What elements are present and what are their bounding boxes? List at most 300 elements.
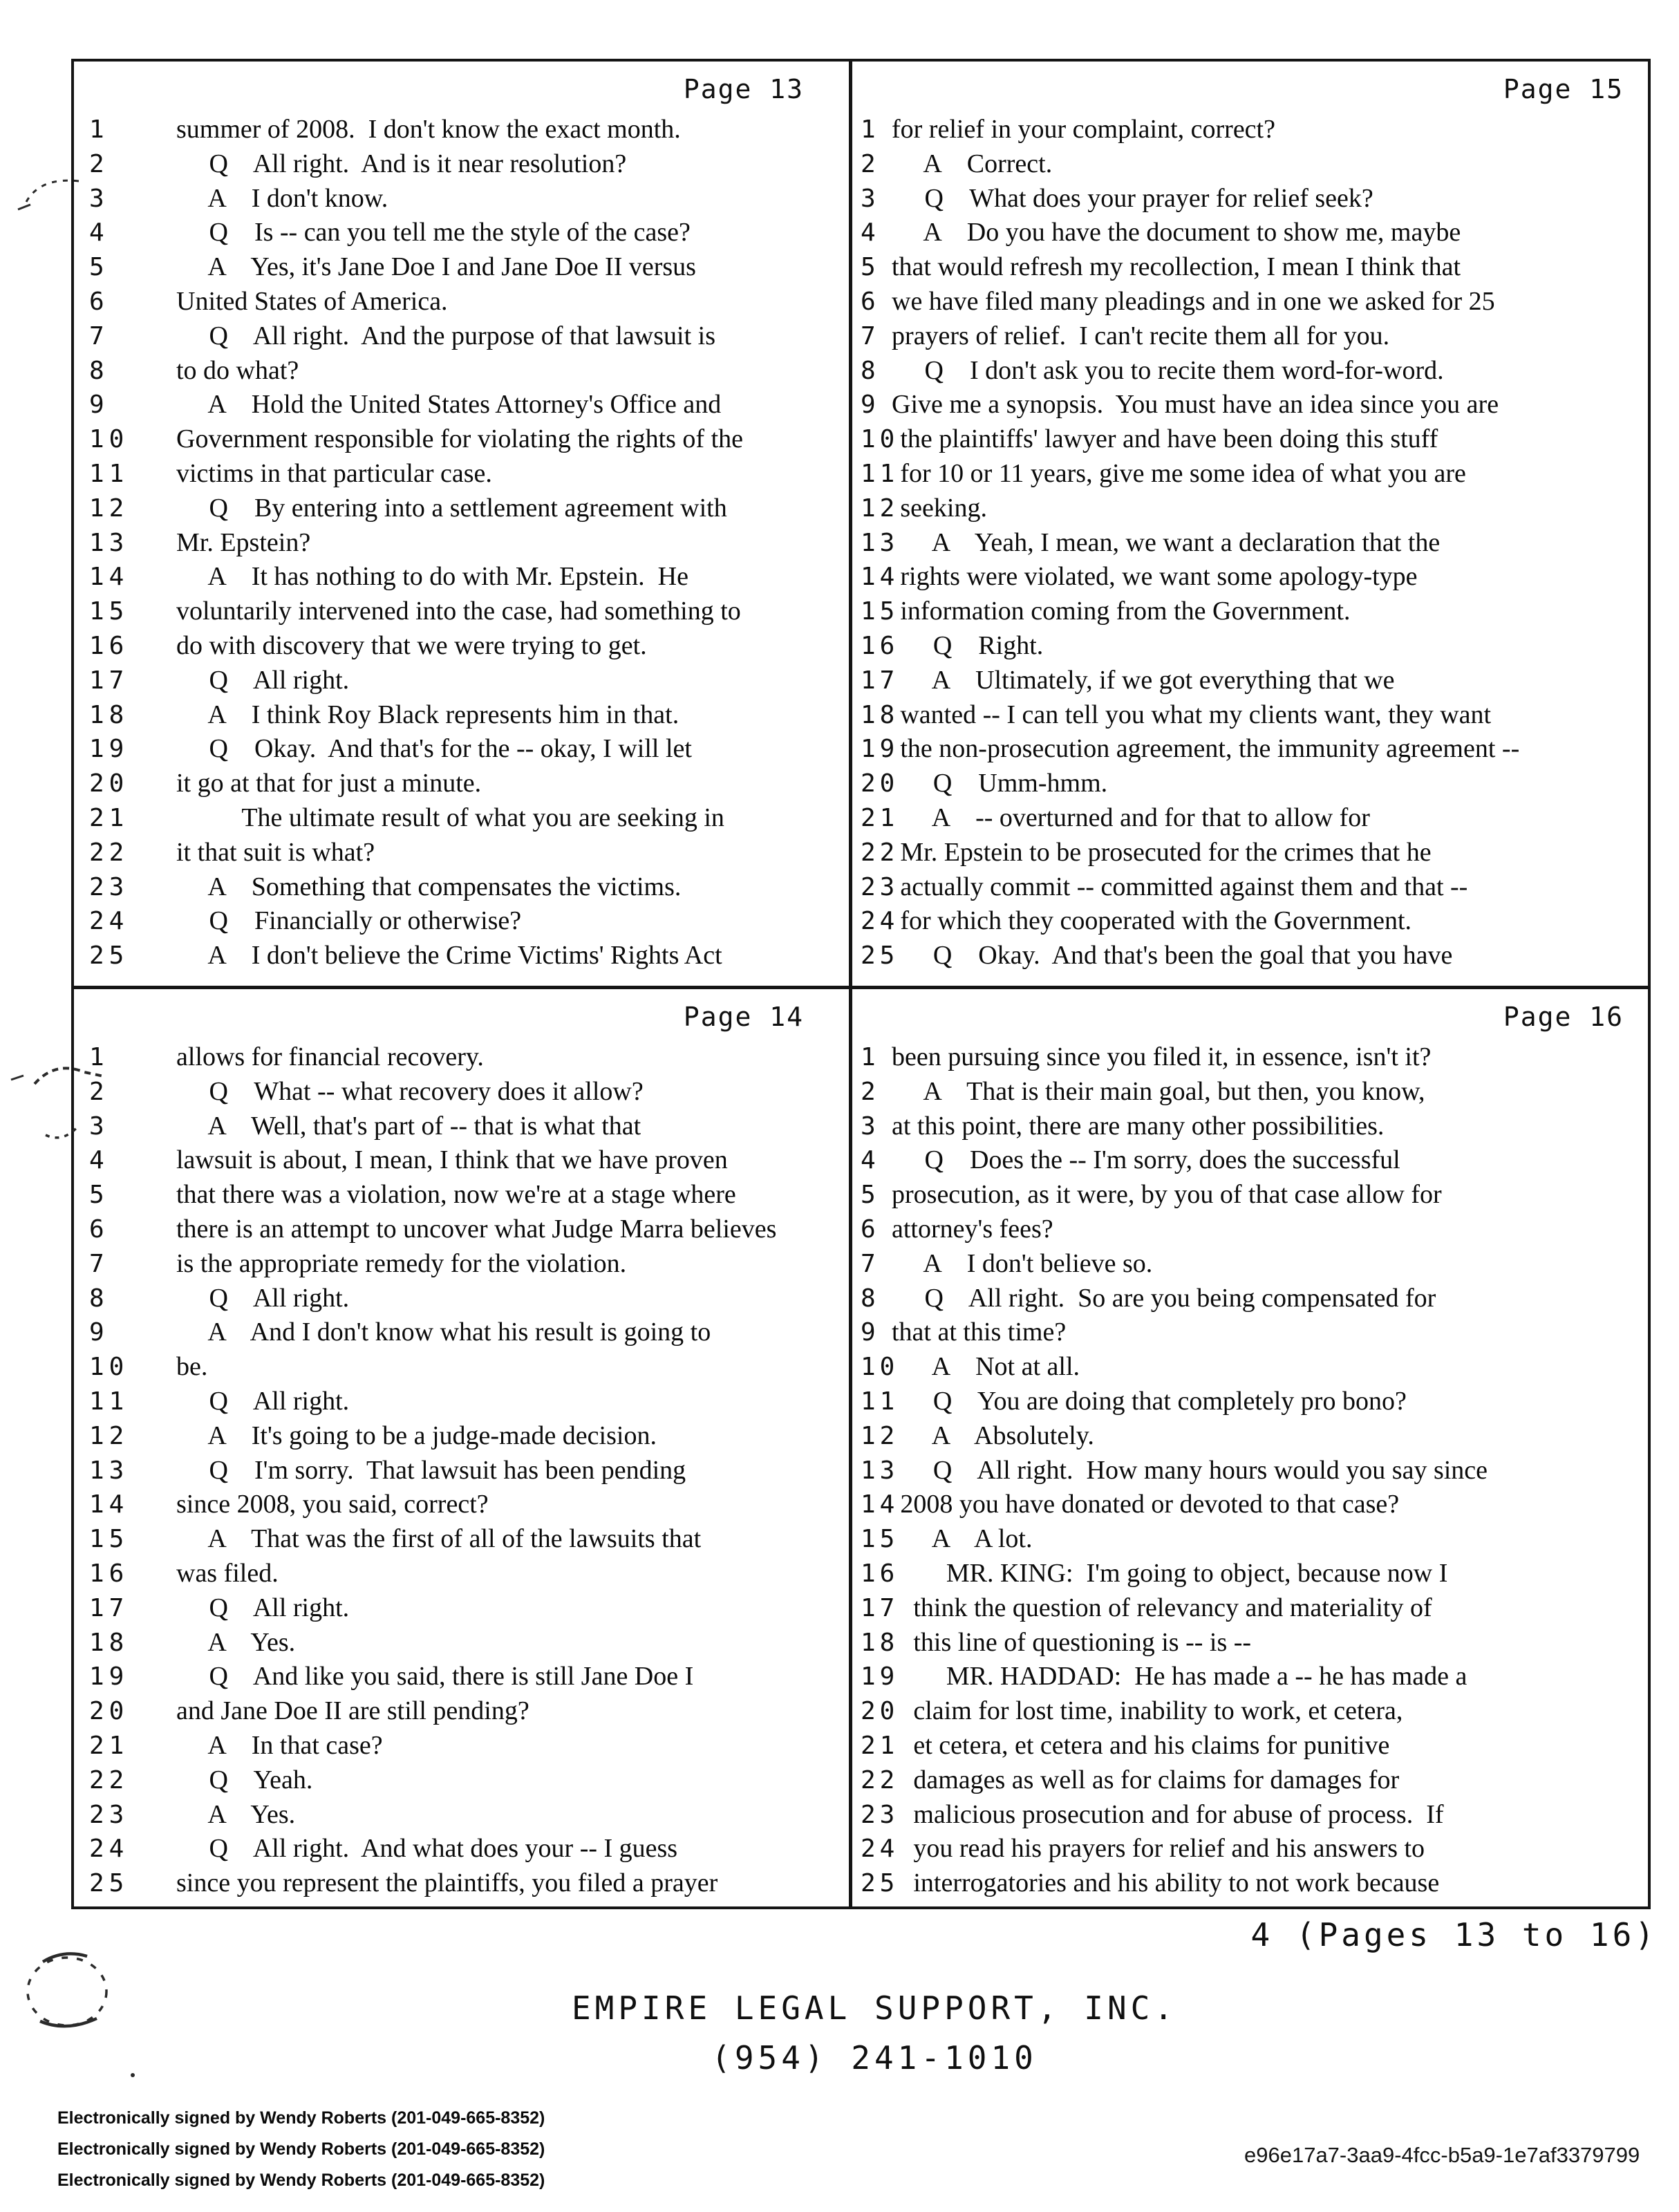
line-text: is the appropriate remedy for the violation.: [176, 1248, 627, 1278]
transcript-line: [74, 1419, 849, 1454]
line-number: 23: [861, 872, 899, 901]
transcript-line: [852, 767, 1648, 801]
page-label: Page 13: [683, 74, 804, 104]
line-number: 25: [861, 941, 899, 971]
transcript-line: [852, 1454, 1648, 1488]
line-number: 24: [861, 1835, 899, 1864]
line-text: and Jane Doe II are still pending?: [176, 1696, 529, 1726]
transcript-line: [74, 767, 849, 801]
transcript-line: [74, 1040, 849, 1075]
transcript-line: [74, 182, 849, 216]
line-number: 15: [89, 597, 129, 626]
line-number: 7: [89, 1249, 109, 1278]
line-text: for 10 or 11 years, give me some idea of what you are: [900, 458, 1466, 488]
transcript-line: [74, 1557, 849, 1591]
line-number: 12: [89, 494, 129, 523]
line-text: United States of America.: [176, 286, 448, 316]
transcript-line: [852, 113, 1648, 147]
transcript-line: [74, 698, 849, 733]
line-number: 22: [861, 1765, 899, 1794]
transcript-line: [74, 354, 849, 388]
line-number: 2: [861, 149, 880, 178]
line-text: A Not at all.: [900, 1352, 1080, 1382]
line-text: you read his prayers for relief and his answers to: [900, 1834, 1425, 1864]
line-number: 1: [861, 115, 880, 144]
transcript-line: [852, 1866, 1648, 1901]
line-text: Q Does the -- I'm sorry, does the successful: [892, 1145, 1400, 1175]
transcript-line: [852, 354, 1648, 388]
line-text: Q Yeah.: [176, 1765, 313, 1794]
line-text: MR. KING: I'm going to object, because now I: [900, 1558, 1448, 1588]
line-text: since 2008, you said, correct?: [176, 1490, 489, 1519]
line-text: lawsuit is about, I mean, I think that we have proven: [176, 1145, 728, 1175]
transcript-line: [74, 732, 849, 767]
line-text: interrogatories and his ability to not work because: [900, 1868, 1440, 1898]
transcript-line: [74, 1385, 849, 1419]
line-text: Mr. Epstein to be prosecuted for the crimes that he: [900, 837, 1432, 867]
line-text: Q What -- what recovery does it allow?: [176, 1076, 644, 1106]
transcript-line: [74, 491, 849, 526]
transcript-line: [852, 870, 1648, 905]
line-text: Q All right. And what does your -- I guess: [176, 1834, 678, 1864]
transcript-line: [852, 1832, 1648, 1866]
line-number: 5: [89, 253, 109, 282]
transcript-line: [852, 1178, 1648, 1212]
line-text: it go at that for just a minute.: [176, 769, 482, 798]
line-number: 3: [89, 1112, 109, 1141]
line-number: 16: [89, 631, 129, 660]
line-text: A Correct.: [892, 149, 1053, 178]
line-text: to do what?: [176, 355, 299, 385]
line-text: Q Right.: [900, 630, 1044, 660]
line-number: 18: [861, 700, 899, 729]
transcript-line: [74, 422, 849, 457]
transcript-line: [852, 1282, 1648, 1316]
line-text: A I don't believe so.: [892, 1248, 1153, 1278]
line-text: The ultimate result of what you are seeking in: [176, 803, 724, 832]
line-number: 9: [89, 1318, 109, 1347]
transcript-line: [852, 560, 1648, 594]
line-number: 9: [861, 391, 880, 420]
line-number: 10: [89, 425, 129, 454]
transcript-line: [852, 1557, 1648, 1591]
scan-artifact-curl-top-left-tick: [18, 205, 30, 209]
line-number: 15: [89, 1525, 129, 1554]
transcript-line: [852, 250, 1648, 285]
reporting-company-phone: (954) 241-1010: [711, 2039, 1038, 2077]
line-number: 11: [89, 459, 129, 488]
transcript-line: [852, 1798, 1648, 1833]
transcript-line: [74, 1075, 849, 1109]
transcript-line: [74, 1626, 849, 1660]
line-number: 20: [89, 1697, 129, 1726]
line-number: 10: [861, 425, 899, 454]
line-number: 4: [861, 1146, 880, 1175]
transcript-line: [74, 250, 849, 285]
transcript-line: [74, 1591, 849, 1626]
line-text: A And I don't know what his result is going to: [176, 1318, 711, 1347]
transcript-line: [74, 870, 849, 905]
transcript-line: [852, 629, 1648, 664]
transcript-lines: [852, 113, 1648, 973]
line-number: 1: [861, 1043, 880, 1071]
line-text: Q I'm sorry. That lawsuit has been pending: [176, 1455, 686, 1485]
document-hash: e96e17a7-3aa9-4fcc-b5a9-1e7af3379799: [1244, 2143, 1640, 2167]
transcript-line: [74, 1763, 849, 1798]
transcript-line: [74, 216, 849, 250]
line-text: MR. HADDAD: He has made a -- he has made a: [900, 1662, 1467, 1691]
transcript-line: [74, 319, 849, 354]
page-label: Page 16: [1503, 1002, 1624, 1032]
line-number: 23: [89, 1800, 129, 1829]
line-text: rights were violated, we want some apology-type: [900, 562, 1418, 592]
transcript-line: [852, 1660, 1648, 1694]
transcript-line: [74, 1729, 849, 1763]
transcript-line: [852, 836, 1648, 870]
line-number: 8: [89, 356, 109, 385]
line-text: victims in that particular case.: [176, 458, 492, 488]
electronic-signature-line: Electronically signed by Wendy Roberts (201-049-665-8352): [57, 2171, 545, 2190]
line-text: do with discovery that we were trying to get.: [176, 630, 647, 660]
transcript-line: [852, 1040, 1648, 1075]
line-text: Q What does your prayer for relief seek?: [892, 183, 1373, 213]
line-text: Q Okay. And that's for the -- okay, I will let: [176, 734, 692, 764]
transcript-line: [74, 1247, 849, 1282]
line-number: 2: [89, 1077, 109, 1106]
transcript-line: [74, 1315, 849, 1350]
transcript-line: [852, 1212, 1648, 1247]
scan-artifact-squiggle-left-tick: [11, 1076, 24, 1080]
transcript-line: [74, 526, 849, 561]
transcript-page-14: [74, 989, 852, 1906]
transcript-line: [852, 319, 1648, 354]
line-text: prosecution, as it were, by you of that case allow for: [892, 1180, 1442, 1210]
line-number: 18: [861, 1628, 899, 1657]
line-number: 11: [861, 459, 899, 488]
line-number: 4: [89, 1146, 109, 1175]
line-text: 2008 you have donated or devoted to that case?: [900, 1490, 1400, 1519]
line-text: A Well, that's part of -- that is what that: [176, 1111, 641, 1141]
transcript-line: [852, 147, 1648, 182]
line-number: 5: [861, 253, 880, 282]
transcript-line: [852, 1247, 1648, 1282]
transcript-line: [74, 1866, 849, 1901]
line-number: 18: [89, 700, 129, 729]
line-number: 8: [861, 1284, 880, 1313]
line-text: Government responsible for violating the rights of the: [176, 424, 743, 454]
line-number: 12: [861, 1421, 899, 1450]
transcript-line: [74, 1522, 849, 1557]
line-text: wanted -- I can tell you what my clients want, they want: [900, 700, 1492, 729]
electronic-signature-line: Electronically signed by Wendy Roberts (201-049-665-8352): [57, 2139, 545, 2159]
transcript-page-15: [852, 62, 1648, 989]
line-number: 13: [861, 528, 899, 557]
line-text: claim for lost time, inability to work, et cetera,: [900, 1696, 1403, 1726]
page-label: Page 14: [683, 1002, 804, 1032]
line-number: 4: [89, 218, 109, 247]
line-text: A Yes.: [176, 1627, 296, 1657]
line-number: 19: [861, 735, 899, 764]
line-text: it that suit is what?: [176, 837, 375, 867]
line-number: 12: [861, 494, 899, 523]
transcript-line: [852, 594, 1648, 629]
transcript-line: [74, 1454, 849, 1488]
line-text: A Ultimately, if we got everything that we: [900, 665, 1395, 695]
line-number: 10: [89, 1353, 129, 1382]
line-text: malicious prosecution and for abuse of process. If: [900, 1799, 1444, 1829]
line-text: actually commit -- committed against them and that --: [900, 872, 1468, 901]
line-text: A Yes, it's Jane Doe I and Jane Doe II versus: [176, 252, 696, 282]
line-number: 20: [89, 769, 129, 798]
transcript-line: [74, 1798, 849, 1833]
line-number: 25: [861, 1869, 899, 1898]
line-number: 1: [89, 1043, 109, 1071]
line-number: 24: [89, 907, 129, 936]
line-number: 16: [861, 1559, 899, 1588]
line-text: A It's going to be a judge-made decision.: [176, 1421, 657, 1450]
transcript-line: [852, 1763, 1648, 1798]
transcript-line: [74, 1143, 849, 1178]
line-text: A In that case?: [176, 1730, 383, 1760]
line-text: A A lot.: [900, 1524, 1033, 1554]
line-text: Q Is -- can you tell me the style of the case?: [176, 218, 691, 247]
transcript-line: [852, 216, 1648, 250]
line-text: A Yeah, I mean, we want a declaration that the: [900, 527, 1441, 557]
line-text: Q By entering into a settlement agreement with: [176, 493, 727, 523]
line-number: 7: [89, 321, 109, 350]
transcript-line: [74, 1488, 849, 1522]
line-text: Give me a synopsis. You must have an idea since you are: [892, 390, 1499, 420]
transcript-line: [852, 1591, 1648, 1626]
line-number: 11: [861, 1387, 899, 1416]
transcript-line: [852, 1419, 1648, 1454]
line-number: 18: [89, 1628, 129, 1657]
line-text: Q All right. And is it near resolution?: [176, 149, 627, 178]
line-text: A Yes.: [176, 1799, 296, 1829]
line-number: 4: [861, 218, 880, 247]
line-text: was filed.: [176, 1558, 279, 1588]
line-number: 21: [861, 803, 899, 832]
transcript-line: [852, 526, 1648, 561]
line-text: allows for financial recovery.: [176, 1042, 484, 1071]
transcript-line: [852, 388, 1648, 422]
transcript-line: [852, 1315, 1648, 1350]
line-number: 25: [89, 1869, 129, 1898]
transcript-line: [74, 560, 849, 594]
line-text: since you represent the plaintiffs, you filed a prayer: [176, 1868, 718, 1898]
transcript-line: [852, 801, 1648, 836]
line-text: A I don't believe the Crime Victims' Rights Act: [176, 941, 722, 971]
line-number: 2: [861, 1077, 880, 1106]
line-number: 14: [861, 563, 899, 592]
line-text: voluntarily intervened into the case, had something to: [176, 597, 741, 626]
transcript-line: [852, 1729, 1648, 1763]
transcript-line: [852, 422, 1648, 457]
line-text: Q All right. So are you being compensated for: [892, 1283, 1436, 1313]
line-number: 8: [89, 1284, 109, 1313]
transcript-line: [852, 732, 1648, 767]
line-text: there is an attempt to uncover what Judge Marra believes: [176, 1214, 777, 1244]
line-number: 15: [861, 1525, 899, 1554]
line-number: 6: [861, 287, 880, 316]
line-text: Q Okay. And that's been the goal that you have: [900, 941, 1453, 971]
line-text: information coming from the Government.: [900, 597, 1351, 626]
line-number: 16: [861, 631, 899, 660]
line-number: 3: [861, 184, 880, 213]
transcript-grid: [71, 59, 1651, 1909]
electronic-signature-line: Electronically signed by Wendy Roberts (201-049-665-8352): [57, 2108, 545, 2128]
transcript-line: [74, 457, 849, 491]
transcript-line: [74, 1178, 849, 1212]
line-text: Q All right.: [176, 665, 350, 695]
line-text: for which they cooperated with the Government.: [900, 906, 1412, 936]
transcript-line: [74, 147, 849, 182]
line-text: A That was the first of all of the lawsuits that: [176, 1524, 702, 1554]
line-number: 17: [89, 666, 129, 695]
line-text: Mr. Epstein?: [176, 527, 311, 557]
scan-artifact-hole-punch-top-arc: [43, 1953, 87, 1962]
line-number: 7: [861, 321, 880, 350]
line-text: think the question of relevancy and materiality of: [900, 1593, 1432, 1622]
line-text: et cetera, et cetera and his claims for punitive: [900, 1730, 1390, 1760]
line-text: prayers of relief. I can't recite them all for you.: [892, 321, 1390, 350]
transcript-line: [852, 1385, 1648, 1419]
line-text: for relief in your complaint, correct?: [892, 115, 1275, 144]
line-text: Q I don't ask you to recite them word-for-word.: [892, 355, 1444, 385]
line-text: A I don't know.: [176, 183, 388, 213]
line-text: Q All right.: [176, 1386, 350, 1416]
line-text: that would refresh my recollection, I mean I think that: [892, 252, 1461, 282]
transcript-line: [74, 1109, 849, 1144]
line-number: 6: [89, 1215, 109, 1244]
transcript-line: [852, 1694, 1648, 1729]
line-number: 24: [861, 907, 899, 936]
line-number: 14: [89, 563, 129, 592]
line-number: 21: [89, 803, 129, 832]
line-text: Q All right.: [176, 1593, 350, 1622]
transcript-line: [852, 939, 1648, 973]
line-text: seeking.: [900, 493, 987, 523]
line-number: 6: [861, 1215, 880, 1244]
transcript-line: [852, 698, 1648, 733]
line-number: 22: [89, 838, 129, 867]
line-number: 21: [861, 1731, 899, 1760]
transcript-line: [852, 1522, 1648, 1557]
line-text: A Do you have the document to show me, maybe: [892, 218, 1461, 247]
line-text: A -- overturned and for that to allow for: [900, 803, 1370, 832]
line-text: been pursuing since you filed it, in essence, isn't it?: [892, 1042, 1432, 1071]
line-number: 19: [89, 735, 129, 764]
transcript-line: [852, 664, 1648, 698]
line-number: 13: [89, 528, 129, 557]
line-text: the plaintiffs' lawyer and have been doing this stuff: [900, 424, 1438, 454]
line-text: Q And like you said, there is still Jane Doe I: [176, 1662, 694, 1691]
line-text: A That is their main goal, but then, you know,: [892, 1076, 1425, 1106]
line-text: the non-prosecution agreement, the immunity agreement --: [900, 734, 1520, 764]
line-number: 6: [89, 287, 109, 316]
line-text: A It has nothing to do with Mr. Epstein. He: [176, 562, 688, 592]
transcript-line: [852, 1075, 1648, 1109]
line-number: 5: [89, 1181, 109, 1210]
page-label: Page 15: [1503, 74, 1624, 104]
transcript-line: [74, 113, 849, 147]
transcript-line: [852, 1488, 1648, 1522]
transcript-line: [74, 801, 849, 836]
transcript-line: [852, 457, 1648, 491]
line-number: 2: [89, 149, 109, 178]
transcript-line: [852, 182, 1648, 216]
line-number: 12: [89, 1421, 129, 1450]
transcript-line: [852, 1626, 1648, 1660]
line-text: Q You are doing that completely pro bono?: [900, 1386, 1407, 1416]
line-number: 9: [861, 1318, 880, 1347]
transcript-line: [74, 1350, 849, 1385]
transcript-line: [74, 1212, 849, 1247]
line-text: damages as well as for claims for damages for: [900, 1765, 1400, 1794]
line-number: 20: [861, 769, 899, 798]
transcript-line: [74, 1660, 849, 1694]
line-number: 13: [861, 1456, 899, 1485]
line-number: 25: [89, 941, 129, 971]
line-number: 16: [89, 1559, 129, 1588]
transcript-lines: [74, 1040, 849, 1901]
line-text: A Absolutely.: [900, 1421, 1094, 1450]
transcript-line: [74, 1694, 849, 1729]
line-text: Q All right. And the purpose of that lawsuit is: [176, 321, 716, 350]
transcript-line: [74, 939, 849, 973]
line-text: Q All right.: [176, 1283, 350, 1313]
line-text: we have filed many pleadings and in one we asked for 25: [892, 286, 1495, 316]
transcript-line: [74, 904, 849, 939]
transcript-line: [852, 1350, 1648, 1385]
line-number: 20: [861, 1697, 899, 1726]
transcript-line: [74, 388, 849, 422]
line-number: 5: [861, 1181, 880, 1210]
line-text: be.: [176, 1352, 208, 1382]
line-number: 19: [861, 1662, 899, 1691]
line-number: 17: [89, 1593, 129, 1622]
transcript-line: [852, 491, 1648, 526]
line-text: that there was a violation, now we're at a stage where: [176, 1180, 736, 1210]
line-number: 8: [861, 356, 880, 385]
transcript-page-16: [852, 989, 1648, 1906]
transcript-line: [74, 1832, 849, 1866]
line-text: A Hold the United States Attorney's Office and: [176, 390, 722, 420]
line-number: 1: [89, 115, 109, 144]
transcript-line: [74, 1282, 849, 1316]
line-number: 3: [89, 184, 109, 213]
page-range-summary: 4 (Pages 13 to 16): [1250, 1916, 1658, 1953]
line-text: summer of 2008. I don't know the exact month.: [176, 115, 681, 144]
transcript-line: [74, 594, 849, 629]
line-text: attorney's fees?: [892, 1214, 1053, 1244]
line-number: 19: [89, 1662, 129, 1691]
line-text: Q All right. How many hours would you say since: [900, 1455, 1488, 1485]
line-text: Q Umm-hmm.: [900, 769, 1108, 798]
line-number: 3: [861, 1112, 880, 1141]
line-text: A I think Roy Black represents him in that.: [176, 700, 679, 729]
line-number: 23: [861, 1800, 899, 1829]
line-number: 17: [861, 666, 899, 695]
line-text: that at this time?: [892, 1318, 1067, 1347]
line-text: A Something that compensates the victims.: [176, 872, 682, 901]
line-number: 23: [89, 872, 129, 901]
transcript-lines: [852, 1040, 1648, 1901]
transcript-line: [74, 664, 849, 698]
transcript-page-13: [74, 62, 852, 989]
line-text: this line of questioning is -- is --: [900, 1627, 1252, 1657]
line-number: 9: [89, 391, 109, 420]
